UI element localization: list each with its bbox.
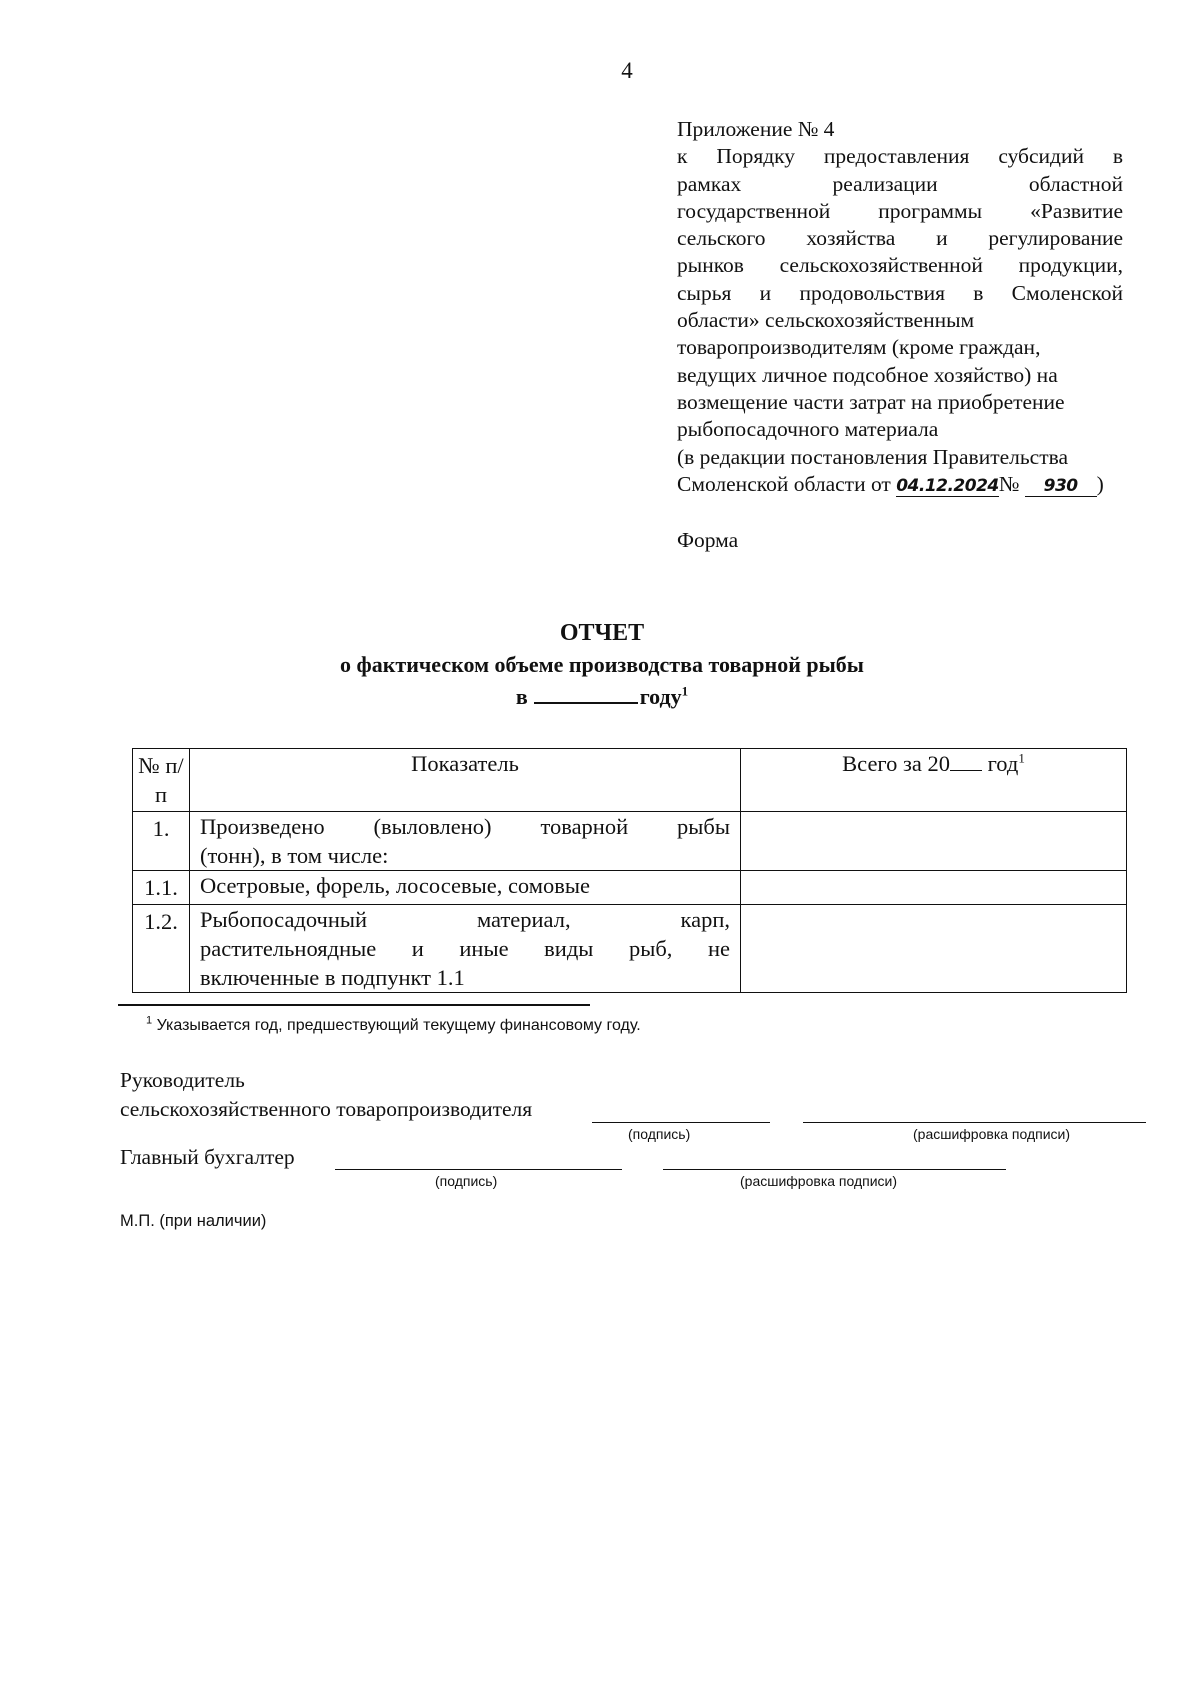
header-total-prefix: Всего за 20 <box>842 751 950 776</box>
stamp-placeholder: М.П. (при наличии) <box>120 1212 267 1230</box>
footnote-number: 1 <box>146 1014 153 1027</box>
footnote-mark: 1 <box>681 683 689 699</box>
form-label: Форма <box>677 528 739 552</box>
year-suffix: году <box>639 684 682 709</box>
footnote-separator <box>118 1004 590 1006</box>
row-num: 1. <box>133 812 190 871</box>
row-indicator-line: Рыбопосадочный материал, карп, <box>200 907 730 932</box>
row-indicator <box>190 905 741 993</box>
appendix-line: товаропроизводителям (кроме граждан, <box>677 335 1041 360</box>
header-indicator: Показатель <box>190 749 741 812</box>
edition-close: ) <box>1096 471 1104 496</box>
appendix-line: ведущих личное подсобное хозяйство) на <box>677 362 1058 387</box>
table-header-row <box>133 749 1127 812</box>
appendix-line: возмещение части затрат на приобретение <box>677 389 1065 414</box>
row-num: 1.2. <box>133 905 190 993</box>
report-table <box>132 748 1127 993</box>
head-signature-caption: (подпись) <box>628 1126 691 1142</box>
appendix-line: сырья и продовольствия в Смоленской <box>677 280 1123 305</box>
head-decoding-caption: (расшифровка подписи) <box>913 1126 1071 1142</box>
appendix-line: области» сельскохозяйственным <box>677 308 975 333</box>
appendix-line: сельского хозяйства и регулирование <box>677 226 1123 251</box>
page-number: 4 <box>621 58 633 83</box>
header-num: № п/п <box>133 749 190 812</box>
edition-no-label: № <box>998 471 1020 496</box>
chief-signature-line <box>335 1169 622 1170</box>
row-indicator <box>190 871 741 905</box>
appendix-line: государственной программы «Развитие <box>677 198 1123 223</box>
table-row <box>133 812 1127 871</box>
appendix-line: рамках реализации областной <box>677 171 1123 196</box>
head-label-line2: сельскохозяйственного товаропроизводителя <box>120 1097 533 1121</box>
row-total-cell <box>741 812 1127 871</box>
chief-decoding-caption: (расшифровка подписи) <box>740 1173 898 1189</box>
chief-accountant-label: Главный бухгалтер <box>120 1145 295 1169</box>
appendix-block <box>677 116 1123 498</box>
edition-line: (в редакции постановления Правительства <box>677 444 1069 469</box>
table-row <box>133 871 1127 905</box>
header-total-suffix: год <box>987 751 1019 776</box>
header-total <box>741 749 1127 812</box>
appendix-line: рыбопосадочного материала <box>677 417 939 442</box>
appendix-line: рынков сельскохозяйственной продукции, <box>677 253 1123 278</box>
report-year-line <box>0 682 1200 710</box>
row-indicator-line: растительноядные и иные виды рыб, не <box>200 936 730 961</box>
handwritten-date: 04.12.2024 <box>896 475 999 496</box>
footnote-mark: 1 <box>1018 750 1025 766</box>
footnote-text: Указывается год, предшествующий текущему финансовому году. <box>156 1017 641 1034</box>
row-indicator-line: (тонн), в том числе: <box>200 843 389 868</box>
edition-reference <box>677 471 1123 498</box>
head-decoding-line <box>803 1122 1146 1123</box>
chief-signature-caption: (подпись) <box>435 1173 498 1189</box>
row-indicator-line: Произведено (выловлено) товарной рыбы <box>200 814 730 839</box>
report-title: ОТЧЕТ <box>559 620 645 646</box>
handwritten-number: 930 <box>1025 476 1097 497</box>
row-total-cell <box>741 905 1127 993</box>
chief-decoding-line <box>663 1169 1006 1170</box>
row-indicator-line: включенные в подпункт 1.1 <box>200 965 465 990</box>
row-indicator-line: Осетровые, форель, лососевые, сомовые <box>200 873 590 898</box>
table-row <box>133 905 1127 993</box>
year-blank <box>950 752 982 771</box>
row-total-cell <box>741 871 1127 905</box>
row-num: 1.1. <box>133 871 190 905</box>
head-signature-line <box>592 1122 770 1123</box>
footnote <box>146 1014 641 1035</box>
edition-prefix: Смоленской области от <box>677 471 891 496</box>
head-label-line1: Руководитель <box>120 1068 245 1092</box>
report-subtitle: о фактическом объеме производства товарной рыбы <box>340 652 864 677</box>
row-indicator <box>190 812 741 871</box>
appendix-title: Приложение № 4 <box>677 117 835 141</box>
year-prefix: в <box>515 684 528 709</box>
appendix-line: к Порядку предоставления субсидий в <box>677 144 1123 169</box>
year-blank <box>534 682 638 704</box>
